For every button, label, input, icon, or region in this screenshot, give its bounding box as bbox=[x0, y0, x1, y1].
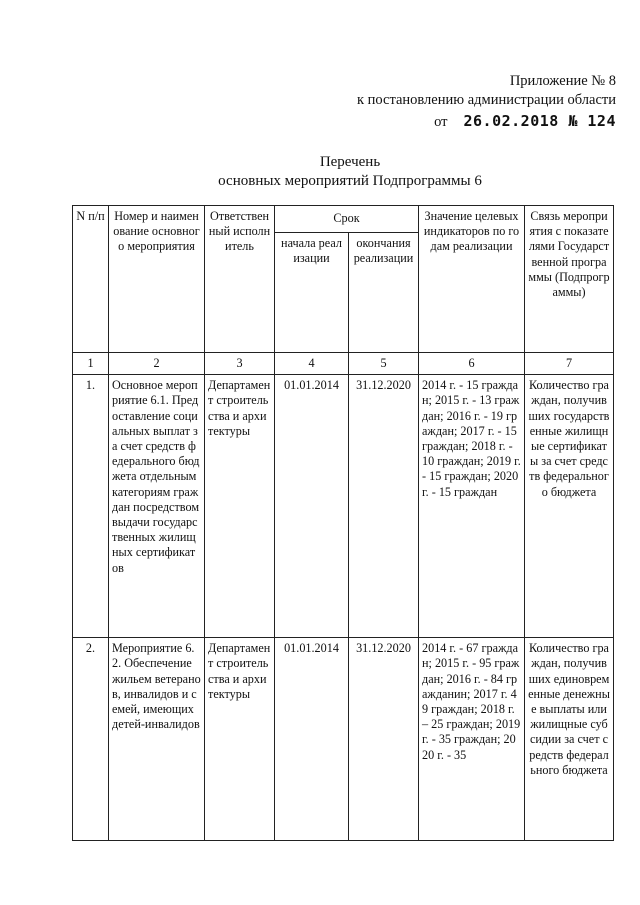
row-link: Количество граждан, получивших государственные жилищные сертификаты за счет средств федерального бюджета bbox=[525, 375, 614, 638]
column-number-row bbox=[73, 353, 614, 375]
table-row bbox=[73, 638, 614, 841]
column-number: 2 bbox=[109, 353, 205, 375]
column-number: 6 bbox=[419, 353, 525, 375]
measures-table bbox=[72, 205, 614, 841]
row-link: Количество граждан, получивших единовременные денежные выплаты или жилищные субсидии за счет средств федерального бюджета bbox=[525, 638, 614, 841]
row-end-date: 31.12.2020 bbox=[349, 375, 419, 638]
header-num: N п/п bbox=[73, 206, 109, 353]
row-start-date: 01.01.2014 bbox=[275, 375, 349, 638]
header-link: Связь мероприятия с показателями Государственной программы (Подпрограммы) bbox=[525, 206, 614, 353]
header-indicators: Значение целевых индикаторов по годам реализации bbox=[419, 206, 525, 353]
decree-date-line bbox=[357, 112, 616, 132]
row-indicators: 2014 г. - 15 граждан; 2015 г. - 13 граждан; 2016 г. - 19 граждан; 2017 г. - 15 граждан; 2018 г. - 10 граждан; 2019 г. - 15 граждан; 2020 г. - 15 граждан bbox=[419, 375, 525, 638]
row-responsible: Департамент строительства и архитектуры bbox=[205, 638, 275, 841]
column-number: 3 bbox=[205, 353, 275, 375]
row-responsible: Департамент строительства и архитектуры bbox=[205, 375, 275, 638]
column-number: 1 bbox=[73, 353, 109, 375]
row-name: Мероприятие 6.2. Обеспечение жильем ветеранов, инвалидов и семей, имеющих детей-инвалидов bbox=[109, 638, 205, 841]
header-term: Срок bbox=[275, 206, 419, 233]
header-responsible: Ответственный исполнитель bbox=[205, 206, 275, 353]
row-start-date: 01.01.2014 bbox=[275, 638, 349, 841]
row-num: 1. bbox=[73, 375, 109, 638]
row-end-date: 31.12.2020 bbox=[349, 638, 419, 841]
row-num: 2. bbox=[73, 638, 109, 841]
header-name: Номер и наименование основного мероприятия bbox=[109, 206, 205, 353]
column-number: 5 bbox=[349, 353, 419, 375]
date-prefix: от bbox=[434, 114, 448, 130]
column-number: 4 bbox=[275, 353, 349, 375]
document-title bbox=[0, 153, 640, 191]
row-indicators: 2014 г. - 67 граждан; 2015 г. - 95 граждан; 2016 г. - 84 гражданин; 2017 г. 49 граждан; 2018 г. – 25 граждан; 2019 г. - 35 граждан; 2020 г. - 35 bbox=[419, 638, 525, 841]
row-name: Основное мероприятие 6.1. Предоставление социальных выплат за счет средств федерального бюджета отдельным категориям граждан посредством выдачи государственных жилищных сертификатов bbox=[109, 375, 205, 638]
table-row bbox=[73, 375, 614, 638]
title-line-2: основных мероприятий Подпрограммы 6 bbox=[218, 173, 482, 189]
column-number: 7 bbox=[525, 353, 614, 375]
header-end: окончания реализации bbox=[349, 233, 419, 353]
appendix-header bbox=[357, 72, 616, 132]
header-row-1 bbox=[73, 206, 614, 233]
appendix-number: Приложение № 8 bbox=[509, 73, 616, 89]
date-stamp: 26.02.2018 № 124 bbox=[463, 112, 616, 130]
title-line-1: Перечень bbox=[319, 154, 381, 170]
header-start: начала реализации bbox=[275, 233, 349, 353]
decree-reference: к постановлению администрации области bbox=[356, 92, 616, 108]
